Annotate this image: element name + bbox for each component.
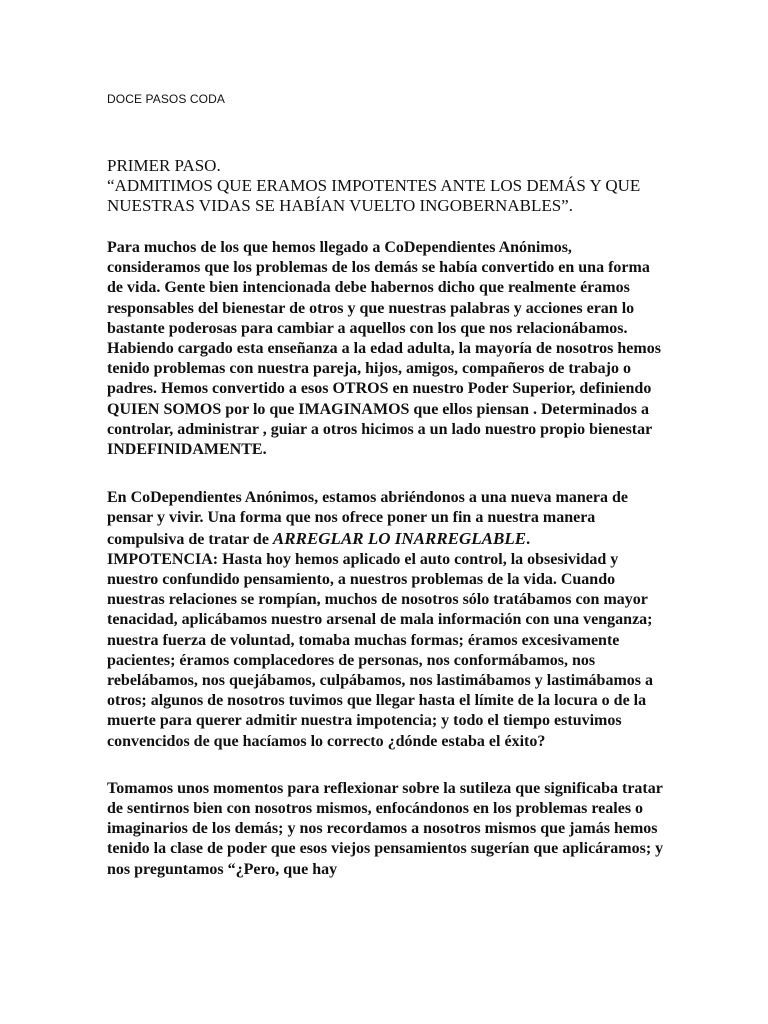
- step-heading-block: [107, 156, 667, 216]
- paragraph-coda-end: .: [526, 530, 531, 548]
- document-header: DOCE PASOS CODA: [107, 92, 225, 106]
- document-body: [107, 156, 667, 880]
- paragraph-impotencia: IMPOTENCIA: Hasta hoy hemos aplicado el auto control, la obsesividad y nuestro confundido pensamiento, a nuestros problemas de la vida. Cuando nuestras relaciones se rompían, muchos de nosotros sólo tratábamos con mayor tenacidad, aplicábamos nuestro arsenal de mala información con una venganza; nuestra fuerza de voluntad, tomaba muchas formas; éramos excesivamente pacientes; éramos complacedores de personas, nos conformábamos, nos rebelábamos, nos quejábamos, culpábamos, nos lastimábamos y lastimábamos a otros; algunos de nosotros tuvimos que llegar hasta el límite de la locura o de la muerte para querer admitir nuestra impotencia; y todo el tiempo estuvimos convencidos de que hacíamos lo correcto ¿dónde estaba el éxito?: [107, 550, 653, 750]
- step-quote: “ADMITIMOS QUE ERAMOS IMPOTENTES ANTE LOS DEMÁS Y QUE NUESTRAS VIDAS SE HABÍAN VUELTO INGOBERNABLES”.: [107, 176, 641, 215]
- paragraph-coda-text: En CoDependientes Anónimos, estamos abriéndonos a una nueva manera de pensar y vivir. Una forma que nos ofrece poner un fin a nuestra manera compulsiva de tratar de: [107, 489, 628, 548]
- paragraph-coda: [107, 488, 667, 550]
- paragraph-coda-emphasis: ARREGLAR LO INARREGLABLE: [272, 528, 527, 548]
- step-title: PRIMER PASO.: [107, 156, 221, 175]
- paragraph-reflexion: Tomamos unos momentos para reflexionar sobre la sutileza que significaba tratar de sentirnos bien con nosotros mismos, enfocándonos en los problemas reales o imaginarios de los demás; y nos recordamos a nosotros mismos que jamás hemos tenido la clase de poder que esos viejos pensamientos sugerían que aplicáramos; y nos preguntamos “¿Pero, que hay: [107, 779, 664, 878]
- paragraph-intro: Para muchos de los que hemos llegado a CoDependientes Anónimos, consideramos que los problemas de los demás se había convertido en una forma de vida. Gente bien intencionada debe habernos dicho que realmente éramos responsables del bienestar de otros y que nuestras palabras y acciones eran lo bastante poderosas para cambiar a aquellos con los que nos relacionábamos. Habiendo cargado esta enseñanza a la edad adulta, la mayoría de nosotros hemos tenido problemas con nuestra pareja, hijos, amigos, compañeros de trabajo o padres. Hemos convertido a esos OTROS en nuestro Poder Superior, definiendo QUIEN SOMOS por lo que IMAGINAMOS que ellos piensan . Determinados a controlar, administrar , guiar a otros hicimos a un lado nuestro propio bienestar INDEFINIDAMENTE.: [107, 239, 661, 459]
